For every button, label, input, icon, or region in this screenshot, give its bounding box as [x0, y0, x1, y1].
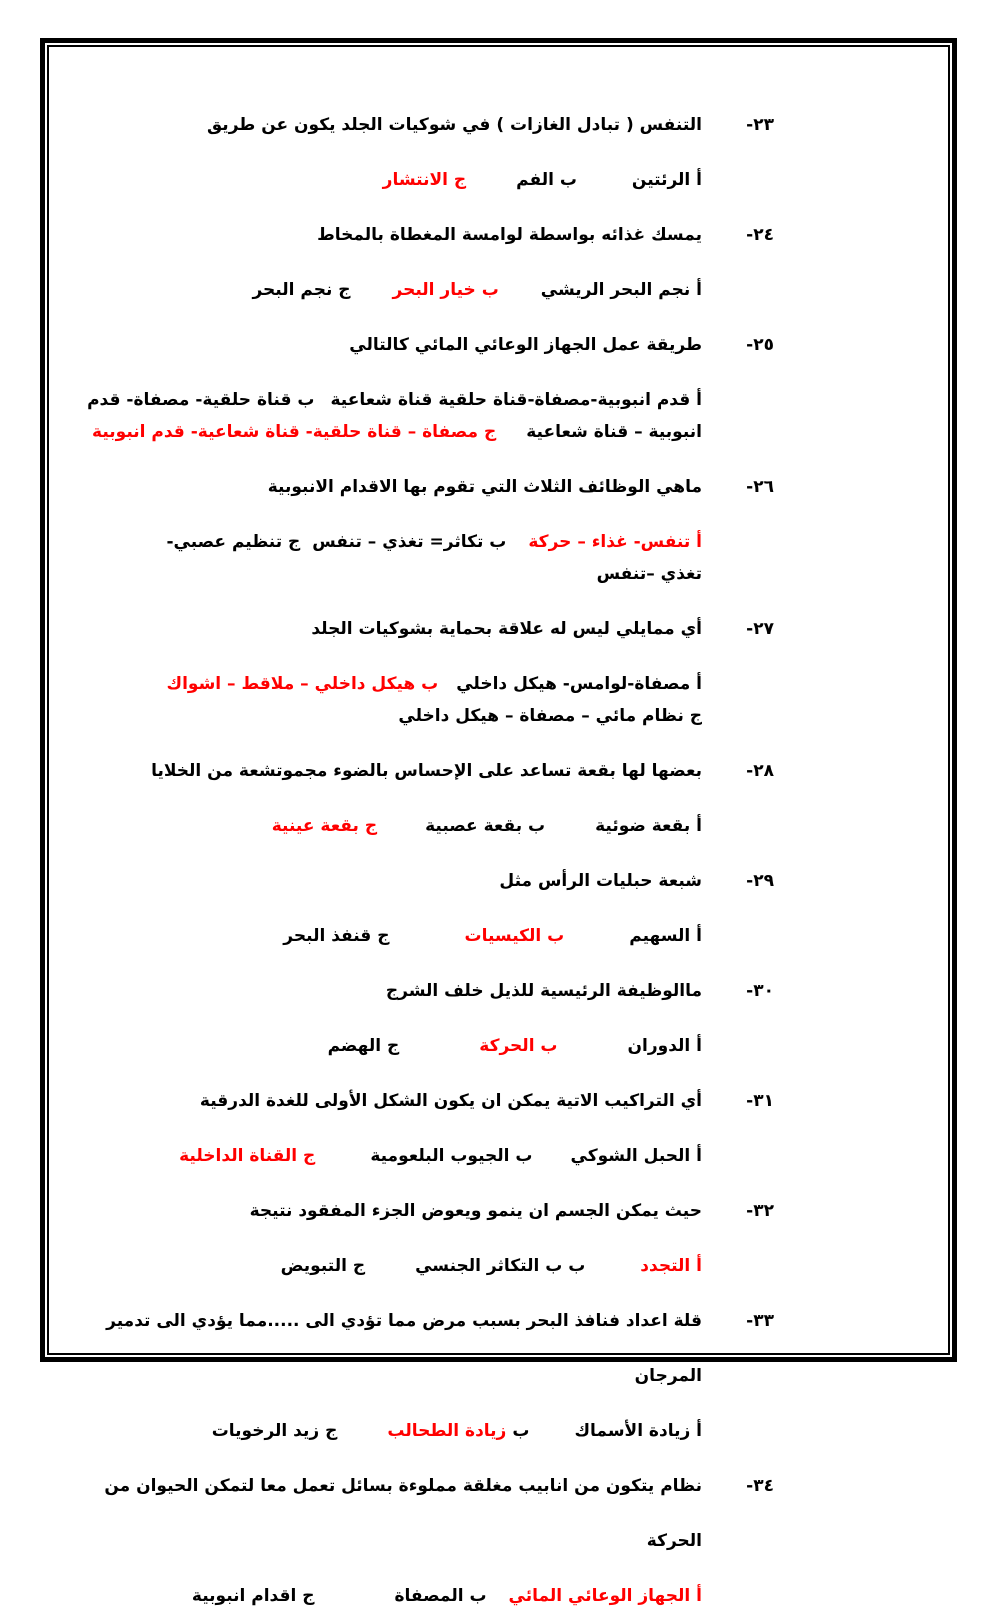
question-number: ٣٣-: [746, 1311, 774, 1331]
text-segment: ب الجيوب البلعومية: [370, 1146, 533, 1166]
question-body: [151, 755, 702, 842]
question-number: ٢٩-: [746, 871, 774, 891]
text-segment: أي ممايلي ليس له علاقة بحماية بشوكيات الجلد: [311, 619, 702, 639]
question-text-line: [157, 975, 702, 1007]
options-line: [157, 1030, 702, 1062]
question-text-line: [106, 1305, 702, 1337]
text-segment: ج الهضم: [327, 1036, 400, 1056]
text-segment: طريقة عمل الجهاز الوعائي المائي كالتالي: [349, 335, 702, 355]
text-segment: ج زيد الرخويات: [211, 1421, 338, 1441]
answer-highlight: ج مصفاة – قناة حلقية- قناة شعاعية- قدم انبوبية: [92, 422, 497, 442]
question: [157, 613, 774, 732]
question: [157, 471, 774, 590]
question: [157, 1085, 774, 1172]
question-text-line: [151, 755, 702, 787]
text-segment: أ مصفاة-لوامس- هيكل داخلي: [456, 674, 702, 694]
answer-highlight: أ الجهاز الوعائي المائي: [508, 1586, 702, 1606]
text-segment: أ زيادة الأسماك: [574, 1421, 702, 1441]
question: [157, 1195, 774, 1282]
text-segment: المرجان: [634, 1366, 702, 1386]
text-segment: ب بقعة عصبية: [425, 816, 546, 836]
options-line: [92, 416, 702, 448]
question-body: [104, 1470, 702, 1612]
options-line: [157, 1140, 702, 1172]
answer-highlight: ب خيار البحر: [392, 280, 499, 300]
text-segment: أ الدوران: [627, 1036, 702, 1056]
question-body: [157, 1195, 702, 1282]
options-line: [157, 810, 702, 842]
text-segment: ج قنفذ البحر: [283, 926, 390, 946]
question-number: ٢٣-: [746, 115, 774, 135]
text-segment: قلة اعداد فنافذ البحر بسبب مرض مما تؤدي الى .....مما يؤدي الى تدمير: [106, 1311, 702, 1331]
text-segment: أي التراكيب الاتية يمكن ان يكون الشكل الأولى للغدة الدرقية: [199, 1091, 702, 1111]
text-segment: حيث يمكن الجسم ان ينمو ويعوض الجزء المفقود نتيجة: [249, 1201, 702, 1221]
question-body: [157, 975, 702, 1062]
options-line: [157, 668, 702, 700]
text-segment: أ بقعة ضوئية: [595, 816, 702, 836]
question-text-line: [157, 109, 702, 141]
question: [157, 219, 774, 306]
options-line: [87, 384, 702, 416]
text-segment: أ الرئتين: [631, 170, 702, 190]
text-segment: ج اقدام انبوبية: [191, 1586, 315, 1606]
question-number: ٢٦-: [746, 477, 774, 497]
question: [106, 1305, 774, 1447]
text-segment: ماالوظيفة الرئيسية للذيل خلف الشرج: [385, 981, 702, 1001]
question-body: [157, 219, 702, 306]
options-line: [157, 700, 702, 732]
text-segment: ج نظام مائي – مصفاة – هيكل داخلي: [398, 706, 702, 726]
text-segment: ب تكاثر= تغذي – تنفس: [312, 532, 507, 552]
question-text-line: [157, 329, 702, 361]
question-text-line: [157, 613, 702, 645]
options-line: [157, 526, 702, 558]
question: [157, 865, 774, 952]
question-body: [157, 865, 702, 952]
question-body: [157, 613, 702, 732]
text-segment: أ السهيم: [629, 926, 702, 946]
text-segment: أ نجم البحر الريشي: [540, 280, 702, 300]
question-number: ٢٥-: [746, 335, 774, 355]
question-text-line: [157, 1085, 702, 1117]
text-segment: ب ب التكاثر الجنسي: [415, 1256, 586, 1276]
text-segment: الحركة: [646, 1531, 702, 1551]
question-text-line: [157, 865, 702, 897]
question-number: ٢٨-: [746, 761, 774, 781]
answer-highlight: زيادة الطحالب: [387, 1421, 507, 1441]
question-number: ٣١-: [746, 1091, 774, 1111]
question-body: [157, 109, 702, 196]
text-segment: يمسك غذائه بواسطة لوامسة المغطاة بالمخاط: [317, 225, 702, 245]
text-segment: ماهي الوظائف الثلاث التي تقوم بها الاقدام الانبوبية: [267, 477, 702, 497]
questions-list: [47, 45, 950, 1606]
text-segment: ب قناة حلقية- مصفاة- قدم: [87, 390, 315, 410]
question-text-line: [157, 471, 702, 503]
answer-highlight: أ تنفس- غذاء – حركة: [528, 532, 702, 552]
question-body: [157, 471, 702, 590]
question-text-line: [157, 1195, 702, 1227]
question-number: ٣٢-: [746, 1201, 774, 1221]
question-body: [87, 329, 702, 448]
question-text-line: [157, 1360, 702, 1392]
question-body: [106, 1305, 702, 1447]
text-segment: أ قدم انبوبية-مصفاة-قناة حلقية قناة شعاعية: [330, 390, 702, 410]
answer-highlight: ج الانتشار: [382, 170, 467, 190]
question: [104, 1470, 774, 1612]
answer-highlight: ب هيكل داخلي – ملاقط – اشواك: [166, 674, 439, 694]
answer-highlight: ب الحركة: [479, 1036, 558, 1056]
question: [151, 755, 774, 842]
question-number: ٢٤-: [746, 225, 774, 245]
question: [157, 975, 774, 1062]
options-line: [157, 1580, 702, 1612]
question-text-line: [157, 219, 702, 251]
text-segment: التنفس ( تبادل الغازات ) في شوكيات الجلد يكون عن طريق: [206, 115, 702, 135]
question-body: [157, 1085, 702, 1172]
question-number: ٣٠-: [746, 981, 774, 1001]
answer-highlight: أ التجدد: [640, 1256, 702, 1276]
text-segment: تغذي –تنفس: [596, 564, 702, 584]
question: [157, 109, 774, 196]
text-segment: ج التبويض: [280, 1256, 366, 1276]
text-segment: انبوبية – قناة شعاعية: [526, 422, 702, 442]
question-text-line: [104, 1470, 702, 1502]
text-segment: أ الحبل الشوكي: [570, 1146, 702, 1166]
answer-highlight: ج القناة الداخلية: [179, 1146, 316, 1166]
options-line: [157, 1415, 702, 1447]
text-segment: نظام يتكون من انابيب مغلقة مملوءة بسائل تعمل معا لتمكن الحيوان من: [104, 1476, 702, 1496]
text-segment: بعضها لها بقعة تساعد على الإحساس بالضوء مجموتشعة من الخلايا: [151, 761, 702, 781]
options-line: [157, 1250, 702, 1282]
text-segment: ب الفم: [516, 170, 577, 190]
answer-highlight: ج بقعة عينية: [271, 816, 378, 836]
text-segment: ب: [512, 1421, 530, 1441]
text-segment: شبعة حبليات الرأس مثل: [499, 871, 702, 891]
text-segment: ج نجم البحر: [252, 280, 351, 300]
question: [87, 329, 774, 448]
page-border-outer: [40, 38, 957, 1606]
options-line: [157, 274, 702, 306]
text-segment: ج تنظيم عصبي-: [166, 532, 301, 552]
question-number: ٣٤-: [746, 1476, 774, 1496]
question-text-line: [157, 1525, 702, 1557]
options-line: [157, 558, 702, 590]
text-segment: ب المصفاة: [394, 1586, 487, 1606]
options-line: [157, 164, 702, 196]
question-number: ٢٧-: [746, 619, 774, 639]
answer-highlight: ب الكيسيات: [464, 926, 565, 946]
options-line: [157, 920, 702, 952]
